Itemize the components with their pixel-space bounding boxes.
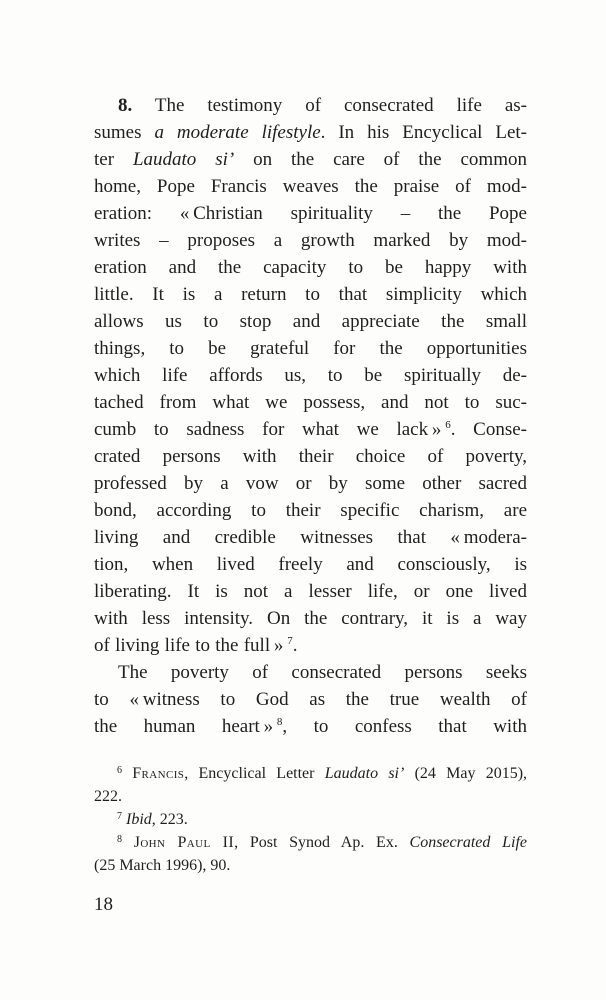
- text-segment: home, Pope Francis weaves the praise of mod-: [94, 176, 527, 197]
- text-line: [94, 308, 527, 335]
- text-line: [94, 389, 527, 416]
- text-line: [94, 713, 527, 740]
- footnote-line: [94, 831, 527, 854]
- text-line: [94, 362, 527, 389]
- text-segment: The poverty of consecrated persons seeks: [118, 662, 527, 683]
- footnote-line: [94, 762, 527, 785]
- footnote-line: [94, 785, 527, 808]
- footnote-marker: 6: [117, 765, 122, 776]
- footnote-marker: 8: [117, 834, 122, 845]
- text-line: [94, 686, 527, 713]
- text-segment: eration and the capacity to be happy with: [94, 257, 527, 278]
- text-line: [94, 200, 527, 227]
- text-segment: , to confess that with: [282, 716, 527, 737]
- text-segment: , Encyclical Letter: [184, 765, 325, 782]
- text-segment: things, to be grateful for the opportunities: [94, 338, 527, 359]
- text-segment: . Conse-: [450, 419, 527, 440]
- text-segment: which life affords us, to be spiritually de-: [94, 365, 527, 386]
- text-segment: Laudato si’: [324, 765, 405, 782]
- text-line: [94, 119, 527, 146]
- text-segment: a moderate lifestyle: [154, 122, 321, 143]
- text-line: [94, 146, 527, 173]
- text-segment: to « witness to God as the true wealth of: [94, 689, 527, 710]
- text-segment: with less intensity. On the contrary, it is a way: [94, 608, 527, 629]
- text-segment: on the care of the common: [234, 149, 527, 170]
- text-segment: Laudato si’: [132, 149, 235, 170]
- footnote-marker: 8: [276, 716, 283, 728]
- text-line: [94, 281, 527, 308]
- text-segment: Ibid: [126, 811, 152, 828]
- text-segment: sumes: [94, 122, 155, 143]
- text-segment: John Paul II: [133, 834, 235, 851]
- text-segment: The testimony of consecrated life as-: [132, 95, 527, 116]
- text-segment: eration: « Christian spirituality – the Pope: [94, 203, 527, 224]
- text-segment: ter: [94, 149, 133, 170]
- text-segment: liberating. It is not a lesser life, or one lived: [94, 581, 527, 602]
- text-segment: (25 March 1996), 90.: [94, 857, 231, 874]
- text-segment: allows us to stop and appreciate the small: [94, 311, 527, 332]
- text-segment: tached from what we possess, and not to suc-: [94, 392, 527, 413]
- text-line: [94, 173, 527, 200]
- text-line: [94, 659, 527, 686]
- text-segment: Consecrated Life: [409, 834, 527, 851]
- text-segment: professed by a vow or by some other sacred: [94, 473, 527, 494]
- text-line: [94, 605, 527, 632]
- main-text-block: [94, 92, 527, 740]
- text-segment: tion, when lived freely and consciously, is: [94, 554, 527, 575]
- text-segment: bond, according to their specific charism, are: [94, 500, 527, 521]
- footnote-line: [94, 854, 527, 877]
- text-line: [94, 551, 527, 578]
- text-segment: [122, 834, 134, 851]
- text-line: [94, 524, 527, 551]
- text-segment: (24 May 2015),: [404, 765, 527, 782]
- text-segment: cumb to sadness for what we lack »: [94, 419, 446, 440]
- footnote-marker: 7: [287, 635, 293, 647]
- page-number: 18: [94, 894, 113, 915]
- text-line: [94, 335, 527, 362]
- footnote-line: [94, 808, 527, 831]
- text-segment: little. It is a return to that simplicity which: [94, 284, 527, 305]
- text-segment: . In his Encyclical Let-: [320, 122, 527, 143]
- text-line: [94, 92, 527, 119]
- text-line: [94, 632, 527, 659]
- text-segment: .: [292, 635, 298, 656]
- text-segment: of living life to the full »: [94, 635, 288, 656]
- footnote-marker: 6: [445, 419, 451, 431]
- text-segment: [122, 765, 132, 782]
- text-line: [94, 227, 527, 254]
- text-segment: Francis: [132, 765, 185, 782]
- text-line: [94, 254, 527, 281]
- text-segment: 8.: [118, 95, 133, 116]
- text-segment: writes – proposes a growth marked by mod-: [94, 230, 527, 251]
- text-line: [94, 416, 527, 443]
- text-line: [94, 497, 527, 524]
- text-segment: 222.: [94, 788, 122, 805]
- text-segment: , Post Synod Ap. Ex.: [234, 834, 410, 851]
- text-segment: crated persons with their choice of poverty,: [94, 446, 527, 467]
- text-line: [94, 443, 527, 470]
- footnotes-block: [94, 762, 527, 877]
- footnote-marker: 7: [117, 811, 122, 822]
- text-segment: living and credible witnesses that « modera-: [94, 527, 527, 548]
- text-line: [94, 470, 527, 497]
- text-segment: the human heart »: [94, 716, 277, 737]
- text-segment: , 223.: [151, 811, 188, 828]
- text-line: [94, 578, 527, 605]
